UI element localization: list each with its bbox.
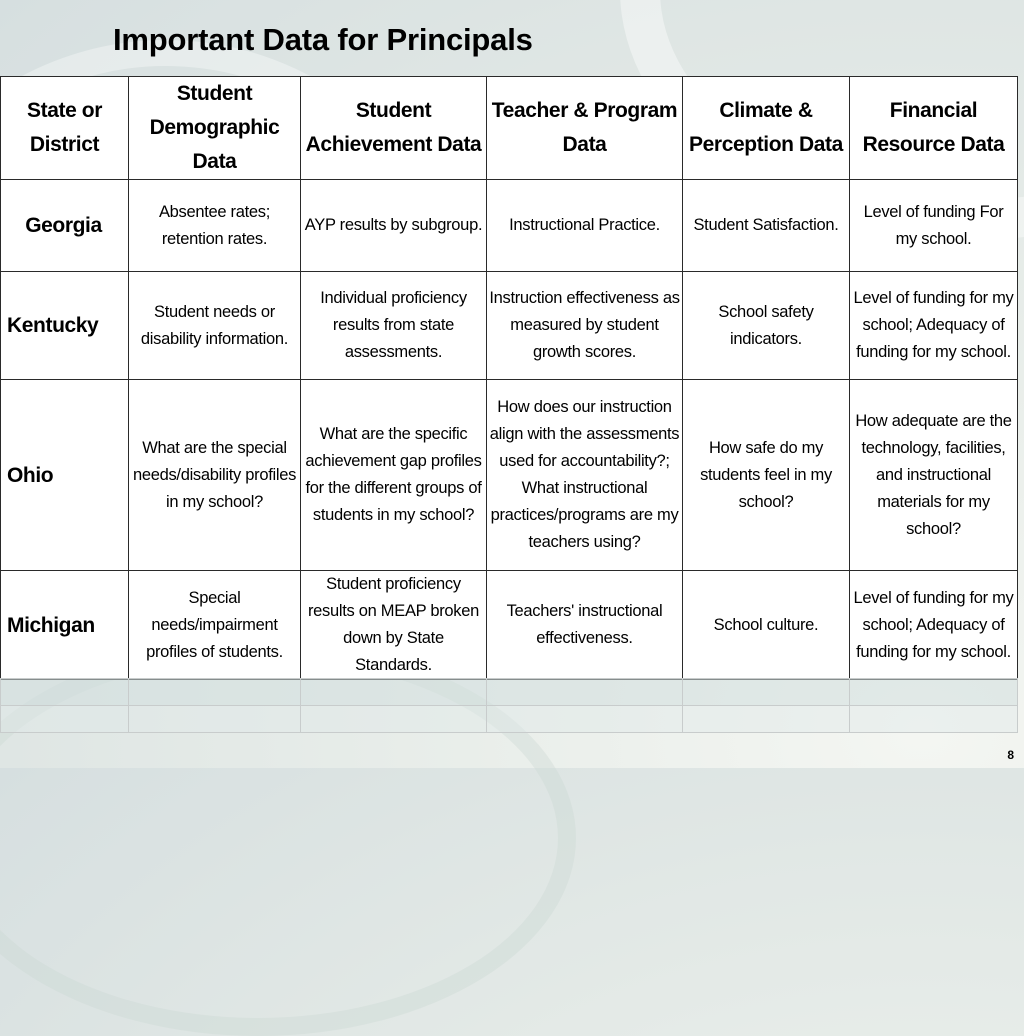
row-state: Georgia — [1, 180, 129, 272]
header-financial: Financial Resource Data — [850, 77, 1018, 180]
table-header-row — [1, 77, 1018, 180]
empty-cell — [487, 706, 683, 733]
empty-cell — [850, 706, 1018, 733]
cell-achievement: Student proficiency results on MEAP broken down by State Standards. — [301, 571, 487, 680]
table-row — [1, 272, 1018, 380]
empty-cell — [1, 706, 129, 733]
cell-climate: School culture. — [683, 571, 850, 680]
cell-teacher: Teachers' instructional effectiveness. — [487, 571, 683, 680]
cell-teacher: Instruction effectiveness as measured by student growth scores. — [487, 272, 683, 380]
empty-rows — [0, 678, 1018, 733]
cell-financial: Level of funding For my school. — [850, 180, 1018, 272]
cell-demographic: What are the special needs/disability profiles in my school? — [129, 380, 301, 571]
cell-achievement: AYP results by subgroup. — [301, 180, 487, 272]
table-row — [1, 571, 1018, 680]
cell-demographic: Student needs or disability information. — [129, 272, 301, 380]
empty-cell — [683, 706, 850, 733]
row-state: Kentucky — [1, 272, 129, 380]
cell-financial: Level of funding for my school; Adequacy of funding for my school. — [850, 272, 1018, 380]
header-state: State or District — [1, 77, 129, 180]
header-climate: Climate & Perception Data — [683, 77, 850, 180]
cell-financial: Level of funding for my school; Adequacy of funding for my school. — [850, 571, 1018, 680]
cell-teacher: Instructional Practice. — [487, 180, 683, 272]
cell-climate: Student Satisfaction. — [683, 180, 850, 272]
empty-cell — [1, 679, 129, 706]
cell-achievement: Individual proficiency results from state assessments. — [301, 272, 487, 380]
empty-cell — [301, 706, 487, 733]
empty-cell — [850, 679, 1018, 706]
slide-title: Important Data for Principals — [113, 22, 533, 57]
empty-cell — [683, 679, 850, 706]
cell-achievement: What are the specific achievement gap profiles for the different groups of students in my school? — [301, 380, 487, 571]
header-teacher: Teacher & Program Data — [487, 77, 683, 180]
empty-cell — [129, 706, 301, 733]
cell-climate: How safe do my students feel in my school? — [683, 380, 850, 571]
cell-climate: School safety indicators. — [683, 272, 850, 380]
cell-financial: How adequate are the technology, facilities, and instructional materials for my school? — [850, 380, 1018, 571]
empty-cell — [487, 679, 683, 706]
row-state: Ohio — [1, 380, 129, 571]
empty-row — [1, 706, 1018, 733]
page-number: 8 — [1007, 748, 1014, 762]
header-achievement: Student Achievement Data — [301, 77, 487, 180]
table-row — [1, 380, 1018, 571]
cell-teacher: How does our instruction align with the assessments used for accountability?; What instructional practices/programs are my teachers using? — [487, 380, 683, 571]
empty-cell — [301, 679, 487, 706]
header-demographic: Student Demographic Data — [129, 77, 301, 180]
empty-row — [1, 679, 1018, 706]
table-row — [1, 180, 1018, 272]
cell-demographic: Special needs/impairment profiles of students. — [129, 571, 301, 680]
cell-demographic: Absentee rates; retention rates. — [129, 180, 301, 272]
row-state: Michigan — [1, 571, 129, 680]
empty-cell — [129, 679, 301, 706]
data-table — [0, 76, 1018, 680]
